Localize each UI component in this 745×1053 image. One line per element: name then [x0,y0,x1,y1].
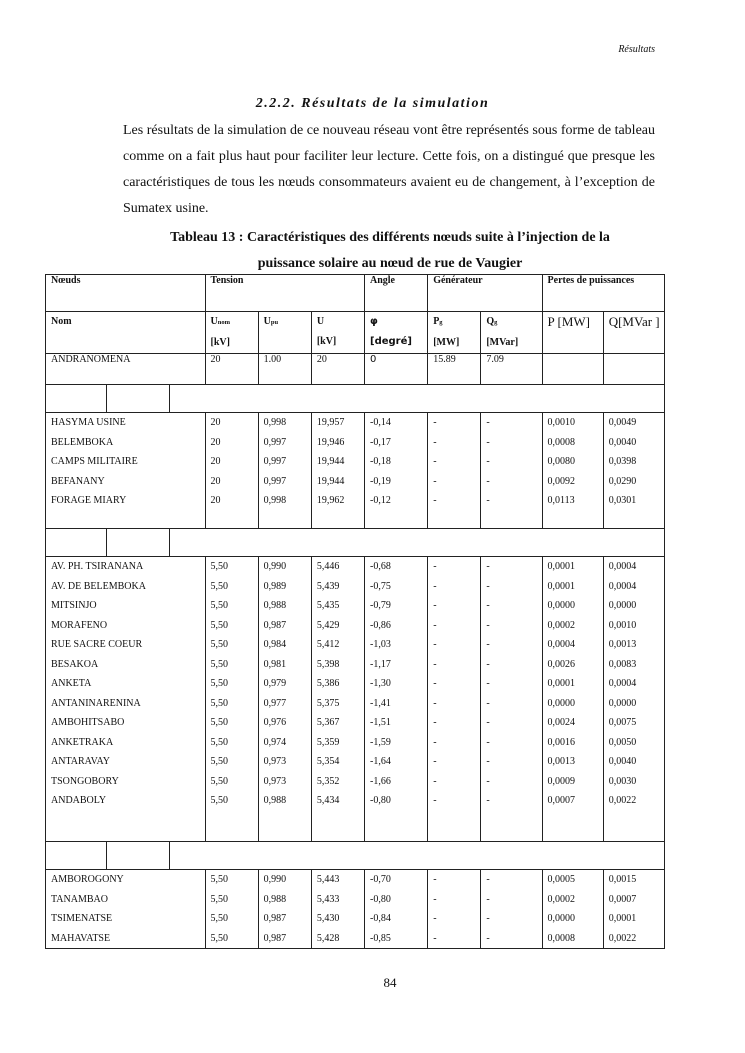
g2-names [46,557,206,842]
cell-line: 5,435 [316,600,340,611]
cell-line: 0,0001 [547,580,576,592]
cell-line: 5,439 [316,580,340,592]
g2-p [542,557,603,842]
cell-line: - [433,561,437,572]
cell-line: 0,990 [263,874,287,885]
cell-line: 5,50 [210,619,228,631]
group-header-row [46,275,665,312]
cell-line: 0,0024 [547,717,576,728]
cell-line: 5,434 [316,795,340,806]
cell-line: 5,50 [210,639,228,650]
spacer-row [46,529,665,557]
header-tension: Tension [205,275,365,312]
cell-line: 20 [210,495,221,506]
cell-line: 0,0008 [547,436,576,448]
g2-angle [365,557,428,842]
cell-line: - [433,456,437,467]
g3-p [542,870,603,949]
cell-line: 0,0005 [547,874,576,885]
cell-line: - [486,436,490,448]
cell-line: - [486,795,490,806]
cell-line: BESAKOA [51,658,99,670]
cell-line: 20 [210,436,221,448]
cell-line: 0,0022 [608,795,637,806]
cell-line: 0,974 [263,736,287,748]
group3-row [46,870,665,949]
cell-line: 0,0016 [547,736,576,748]
cell-line: ANDABOLY [51,795,107,806]
cell-line: 0,0009 [547,775,576,787]
cell-line: 0,997 [263,475,287,487]
cell-line: 0,0007 [608,893,637,905]
cell-line: 0,0301 [608,495,637,506]
g3-u [311,870,364,949]
cell-line: -0,85 [370,932,391,944]
cell-line: 0,0030 [608,775,637,787]
cell-line: 0,984 [263,639,287,650]
cell-line: 20 [210,475,221,487]
cell-line: - [486,756,490,767]
cell-line: 0,998 [263,417,287,428]
cell-line: 5,50 [210,678,228,689]
g1-qg [481,413,542,529]
spacer-row [46,385,665,413]
cell-line: 5,50 [210,561,228,572]
cell-line: 20 [210,417,221,428]
cell-line: 5,443 [316,874,340,885]
cell-line: - [486,475,490,487]
g1-angle [365,413,428,529]
cell-line: BEFANANY [51,475,105,487]
col-phi: φ [degré] [365,312,428,354]
cell-line: 5,412 [316,639,340,650]
cell-line: ANKETRAKA [51,736,114,748]
source-q [603,354,664,385]
cell-line: 0,973 [263,775,287,787]
cell-line: 0,988 [263,893,287,905]
cell-line: -0,68 [370,561,391,572]
intro-paragraph: Les résultats de la simulation de ce nouveau réseau vont être représentés sous forme de tableau comme on a fait plus haut pour faciliter leur lecture. Cette fois, on a distingué que presque les caractéristiques de tous les nœuds consommateurs avaient eu de changement, à l’exception de Sumatex usine. [123,123,655,216]
cell-line: 0,0015 [608,874,637,885]
cell-line: 5,433 [316,893,340,905]
table-caption-line1: Tableau 13 : Caractéristiques des différents nœuds suite à l’injection de la [170,230,610,245]
cell-line: - [486,417,490,428]
cell-line: - [433,717,437,728]
cell-line: 5,50 [210,775,228,787]
cell-line: - [433,795,437,806]
cell-line: 0,988 [263,600,287,611]
cell-line: - [486,736,490,748]
cell-line: - [433,874,437,885]
table-caption [0,225,745,277]
cell-line: 5,50 [210,736,228,748]
source-u: 20 [311,354,364,385]
cell-line: -1,41 [370,697,391,709]
col-q-loss: Q[MVar ] [603,312,664,354]
cell-line: 0,0004 [608,561,637,572]
g3-qg [481,870,542,949]
g2-unom [205,557,258,842]
cell-line: 19,962 [316,495,345,506]
cell-line: 0,0004 [547,639,576,650]
g1-q [603,413,664,529]
g2-upu [258,557,311,842]
cell-line: 0,0026 [547,658,576,670]
source-name: ANDRANOMENA [46,354,206,385]
cell-line: MORAFENO [51,619,108,631]
cell-line: 0,988 [263,795,287,806]
cell-line: 5,50 [210,874,228,885]
cell-line: AMBOROGONY [51,874,124,885]
source-pg: 15.89 [428,354,481,385]
cell-line: 0,990 [263,561,287,572]
cell-line: MAHAVATSE [51,932,111,944]
cell-line: 0,0013 [547,756,576,767]
cell-line: 5,367 [316,717,340,728]
g3-angle [365,870,428,949]
cell-line: - [433,893,437,905]
cell-line: -0,75 [370,580,391,592]
g3-unom [205,870,258,949]
g2-q [603,557,664,842]
cell-line: -0,12 [370,495,391,506]
cell-line: TSIMENATSE [51,913,113,924]
cell-line: - [433,932,437,944]
cell-line: 5,430 [316,913,340,924]
cell-line: - [486,561,490,572]
cell-line: 0,987 [263,913,287,924]
g1-upu [258,413,311,529]
cell-line: 0,0004 [608,580,637,592]
cell-line: 0,0002 [547,893,576,905]
cell-line: -0,70 [370,874,391,885]
cell-line: -1,17 [370,658,391,670]
cell-line: - [433,619,437,631]
g1-u [311,413,364,529]
cell-line: 0,0000 [547,697,576,709]
source-qg: 7.09 [481,354,542,385]
cell-line: 5,354 [316,756,340,767]
cell-line: BELEMBOKA [51,436,114,448]
cell-line: TSONGOBORY [51,775,119,787]
g2-qg [481,557,542,842]
cell-line: 0,0040 [608,436,637,448]
g1-pg [428,413,481,529]
cell-line: 19,944 [316,475,345,487]
cell-line: - [433,736,437,748]
cell-line: RUE SACRE COEUR [51,639,143,650]
cell-line: -0,18 [370,456,391,467]
g1-p [542,413,603,529]
g1-names [46,413,206,529]
cell-line: AV. PH. TSIRANANA [51,561,144,572]
cell-line: -1,64 [370,756,391,767]
cell-line: -0,80 [370,795,391,806]
g3-q [603,870,664,949]
cell-line: - [486,600,490,611]
col-p-loss: P [MW] [542,312,603,354]
cell-line: - [486,932,490,944]
cell-line: 0,997 [263,436,287,448]
cell-line: MITSINJO [51,600,97,611]
cell-line: -0,80 [370,893,391,905]
cell-line: 0,0010 [608,619,637,631]
cell-line: 0,0000 [608,697,637,709]
cell-line: - [433,678,437,689]
cell-line: 0,973 [263,756,287,767]
g2-pg [428,557,481,842]
cell-line: 5,50 [210,913,228,924]
cell-line: - [433,495,437,506]
group1-row [46,413,665,529]
cell-line: 0,0000 [547,913,576,924]
cell-line: 0,0001 [547,678,576,689]
cell-line: AV. DE BELEMBOKA [51,580,146,592]
cell-line: 0,0022 [608,932,637,944]
g2-u [311,557,364,842]
cell-line: - [433,417,437,428]
cell-line: - [433,600,437,611]
cell-line: 5,428 [316,932,340,944]
header-angle: Angle [365,275,428,312]
cell-line: 0,981 [263,658,287,670]
cell-line: - [486,913,490,924]
cell-line: 5,429 [316,619,340,631]
cell-line: 0,0049 [608,417,637,428]
cell-line: - [486,678,490,689]
cell-line: ANTARAVAY [51,756,111,767]
cell-line: 0,0040 [608,756,637,767]
cell-line: -0,14 [370,417,391,428]
col-pg: Pg [MW] [428,312,481,354]
cell-line: 5,386 [316,678,340,689]
cell-line: 5,50 [210,580,228,592]
cell-line: 0,0010 [547,417,576,428]
cell-line: 0,0007 [547,795,576,806]
cell-line: 0,977 [263,697,287,709]
header-nodes: Nœuds [46,275,206,312]
source-upu: 1.00 [258,354,311,385]
section-title [0,96,745,112]
cell-line: 5,50 [210,932,228,944]
spacer-row [46,842,665,870]
cell-line: ANTANINARENINA [51,697,141,709]
cell-line: - [486,874,490,885]
cell-line: 5,446 [316,561,340,572]
cell-line: -1,03 [370,639,391,650]
cell-line: 0,0080 [547,456,576,467]
cell-line: 0,0001 [608,913,637,924]
cell-line: - [486,717,490,728]
cell-line: 0,0398 [608,456,637,467]
cell-line: 0,0001 [547,561,576,572]
cell-line: 5,50 [210,717,228,728]
spacer-cell [46,842,665,870]
cell-line: -1,59 [370,736,391,748]
cell-line: 5,50 [210,658,228,670]
column-header-row [46,312,665,354]
cell-line: 0,987 [263,619,287,631]
cell-line: 5,352 [316,775,340,787]
cell-line: - [486,658,490,670]
cell-line: 5,50 [210,795,228,806]
spacer-cell [46,385,665,413]
col-nom: Nom [46,312,206,354]
cell-line: 0,0050 [608,736,637,748]
section-title-text: 2.2.2. Résultats de la simulation [255,96,490,111]
cell-line: - [486,893,490,905]
cell-line: 0,0000 [608,600,637,611]
cell-line: - [433,775,437,787]
cell-line: - [433,913,437,924]
cell-line: 0,0002 [547,619,576,631]
cell-line: 0,0083 [608,658,637,670]
header-losses: Pertes de puissances [542,275,664,312]
cell-line: -1,30 [370,678,391,689]
source-row [46,354,665,385]
cell-line: - [433,436,437,448]
table-caption-line2: puissance solaire au nœud de rue de Vaugier [257,256,523,271]
col-upu: Upu [258,312,311,354]
cell-line: 0,0092 [547,475,576,487]
cell-line: AMBOHITSABO [51,717,125,728]
g1-unom [205,413,258,529]
cell-line: - [433,639,437,650]
cell-line: - [486,495,490,506]
cell-line: -1,66 [370,775,391,787]
cell-line: 0,0075 [608,717,637,728]
cell-line: - [486,619,490,631]
cell-line: FORAGE MIARY [51,495,127,506]
cell-line: 5,50 [210,697,228,709]
cell-line: TANAMBAO [51,893,108,905]
g3-upu [258,870,311,949]
cell-line: 5,359 [316,736,340,748]
source-angle: 0 [365,354,428,385]
cell-line: 0,979 [263,678,287,689]
cell-line: 19,946 [316,436,345,448]
running-header: Résultats [618,44,655,55]
cell-line: -0,17 [370,436,391,448]
cell-line: 0,998 [263,495,287,506]
cell-line: -0,86 [370,619,391,631]
cell-line: 0,0004 [608,678,637,689]
g3-pg [428,870,481,949]
group2-row [46,557,665,842]
cell-line: 0,987 [263,932,287,944]
cell-line: - [486,697,490,709]
cell-line: -0,19 [370,475,391,487]
cell-line: - [433,475,437,487]
spacer-cell [46,529,665,557]
cell-line: 20 [210,456,221,467]
cell-line: -0,79 [370,600,391,611]
cell-line: 5,50 [210,756,228,767]
cell-line: 5,50 [210,893,228,905]
cell-line: 19,957 [316,417,345,428]
results-table [45,274,665,949]
cell-line: - [486,775,490,787]
cell-line: - [433,697,437,709]
cell-line: ANKETA [51,678,92,689]
cell-line: 0,0113 [547,495,575,506]
cell-line: 0,976 [263,717,287,728]
cell-line: 0,997 [263,456,287,467]
cell-line: CAMPS MILITAIRE [51,456,138,467]
page-number: 84 [383,975,397,990]
col-u: U [kV] [311,312,364,354]
cell-line: -0,84 [370,913,391,924]
source-p [542,354,603,385]
cell-line: - [486,639,490,650]
cell-line: 0,0000 [547,600,576,611]
cell-line: 5,375 [316,697,340,709]
cell-line: - [433,580,437,592]
cell-line: 0,0013 [608,639,637,650]
cell-line: 19,944 [316,456,345,467]
cell-line: - [433,756,437,767]
cell-line: - [433,658,437,670]
header-generator: Générateur [428,275,542,312]
cell-line: 5,50 [210,600,228,611]
cell-line: 0,989 [263,580,287,592]
cell-line: HASYMA USINE [51,417,126,428]
cell-line: -1,51 [370,717,391,728]
cell-line: 0,0290 [608,475,637,487]
g3-names [46,870,206,949]
col-unom: Unom [kV] [205,312,258,354]
col-qg: Qg [MVar] [481,312,542,354]
cell-line: 5,398 [316,658,340,670]
cell-line: - [486,456,490,467]
cell-line: 0,0008 [547,932,576,944]
source-unom: 20 [205,354,258,385]
cell-line: - [486,580,490,592]
